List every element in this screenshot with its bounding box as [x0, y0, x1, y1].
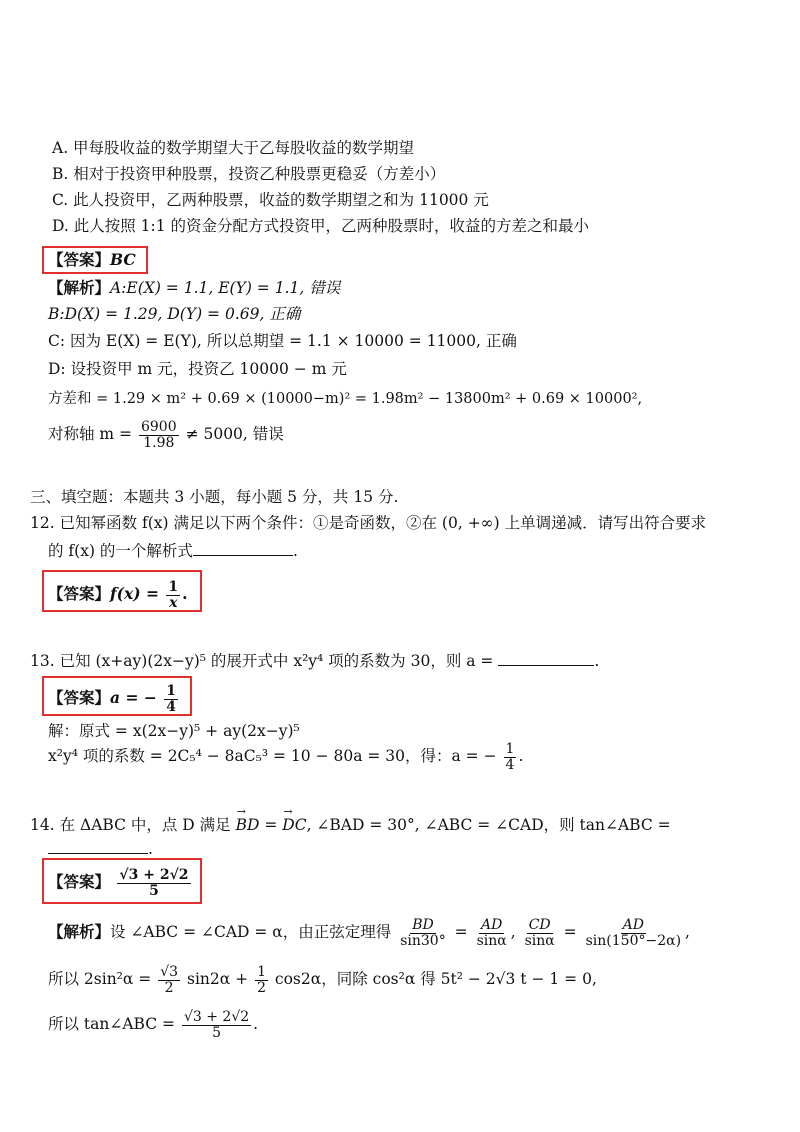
ana2-f1-den: 2	[164, 979, 174, 996]
analysis-q11-b: B:D(X) = 1.29, D(Y) = 0.69, 正确	[48, 305, 301, 323]
q13-sol1: 解：原式 = x(2x−y)⁵ + ay(2x−y)⁵	[48, 722, 300, 740]
ana3-den: 5	[212, 1024, 222, 1041]
q14-f1	[398, 918, 448, 948]
q14-f4	[584, 918, 683, 948]
axis-num: 6900	[140, 419, 177, 435]
f2-den: sinα	[476, 932, 507, 949]
eq-sign-1: =	[454, 923, 468, 942]
q12-line2-end: .	[292, 542, 298, 560]
q14-blank	[48, 839, 148, 854]
answer-label: 【答案】	[48, 250, 111, 269]
q13-sol2-num: 1	[505, 741, 515, 757]
q13-sol2-fraction	[504, 742, 517, 772]
ana2-f1	[158, 965, 180, 995]
option-c: C. 此人投资甲，乙两种股票，收益的数学期望之和为 11000 元	[52, 191, 489, 209]
ana2-f2-num: 1	[257, 964, 266, 980]
answer-q12	[48, 580, 188, 610]
ana3-fraction	[182, 1010, 251, 1040]
f3-num: CD	[528, 917, 551, 933]
answer-q11	[48, 249, 136, 271]
answer-label: 【答案】	[48, 872, 111, 892]
analysis-q11-axis	[48, 420, 284, 450]
f3-den: sinα	[524, 932, 555, 949]
answer-prefix: f(x) =	[110, 584, 159, 604]
axis-suffix: ≠ 5000, 错误	[185, 425, 284, 444]
analysis-label: 【解析】	[48, 278, 111, 297]
q13-sol2-text: x²y⁴ 项的系数 = 2C₅⁴ − 8aC₅³ = 10 − 80a = 30，得：a = −	[48, 747, 497, 766]
axis-prefix: 对称轴 m =	[48, 425, 133, 444]
answer-end: .	[182, 584, 188, 604]
analysis-label: 【解析】	[48, 922, 111, 942]
vector-bd: → BD	[236, 814, 260, 836]
answer-num: √3 + 2√2	[119, 867, 189, 883]
analysis-q11-c: C: 因为 E(X) = E(Y), 所以总期望 = 1.1 × 10000 = 11000, 正确	[48, 332, 517, 350]
ana2-prefix: 所以 2sin²α =	[48, 970, 152, 989]
ana2-suffix: cos2α，同除 cos²α 得 5t² − 2√3 t − 1 = 0,	[274, 970, 597, 989]
answer-label: 【答案】	[48, 688, 111, 708]
answer-value: BC	[110, 250, 136, 269]
answer-label: 【答案】	[48, 584, 111, 604]
ana3-end: .	[253, 1015, 259, 1034]
answer-num: 1	[166, 683, 176, 699]
answer-num: 1	[168, 579, 179, 595]
q14-ana1-text: 设 ∠ABC = ∠CAD = α，由正弦定理得	[110, 923, 392, 942]
f4-den: sin(150°−2α)	[585, 932, 682, 949]
ana2-f2	[255, 965, 268, 995]
answer-fraction	[117, 868, 190, 898]
eq-sign-2: =	[563, 923, 577, 942]
ana2-f2-den: 2	[257, 979, 266, 996]
q13-line1-end: .	[594, 652, 600, 670]
q14-line2-end: .	[148, 840, 153, 858]
q14-analysis-1: 【解析】设 ∠ABC = ∠CAD = α，由正弦定理得 $\frac{BD}{\sin 30^\circ}$ = $\frac{AD}{\sin\alpha}$ , $\frac{CD}{\sin\alpha}$ = $\frac{AD}{\sin(150^\circ-2\alpha)}$ ,	[48, 917, 690, 949]
q14-f2	[475, 918, 509, 948]
q12-blank	[193, 541, 293, 556]
analysis-a: A:E(X) = 1.1, E(Y) = 1.1, 错误	[110, 279, 341, 297]
answer-den: x	[169, 594, 178, 611]
q13-blank	[498, 651, 594, 666]
q14-line2	[48, 838, 153, 860]
ana3-prefix: 所以 tan∠ABC =	[48, 1015, 176, 1034]
answer-q14	[48, 868, 193, 898]
option-b: B. 相对于投资甲种股票，投资乙种股票更稳妥（方差小）	[52, 165, 446, 183]
q13-line1	[30, 650, 599, 672]
analysis-q11-variance: 方差和 = 1.29 × m² + 0.69 × (10000−m)² = 1.98m² − 13800m² + 0.69 × 10000²,	[48, 391, 643, 407]
q12-line2	[48, 540, 298, 562]
ana2-f1-num: √3	[160, 964, 179, 980]
q13-sol2	[48, 742, 523, 772]
q13-sol2-end: .	[518, 747, 524, 766]
q14-analysis-2	[48, 965, 597, 995]
answer-fraction	[164, 684, 178, 714]
answer-fraction	[166, 580, 180, 610]
q13-text: 13. 已知 (x+ay)(2x−y)⁵ 的展开式中 x²y⁴ 项的系数为 30，则 a =	[30, 652, 494, 670]
ana3-num: √3 + 2√2	[183, 1009, 250, 1025]
q12-line2-text: 的 f(x) 的一个解析式	[48, 542, 193, 560]
f4-num: AD	[622, 917, 644, 933]
q14-line1	[30, 814, 671, 836]
q14-f3	[523, 918, 557, 948]
q14-eq: =	[264, 816, 278, 834]
answer-den: 5	[149, 882, 159, 899]
q14-analysis-3	[48, 1010, 258, 1040]
answer-q13	[48, 684, 180, 714]
ana2-mid: sin2α +	[186, 970, 249, 989]
q14-text-a: 14. 在 ΔABC 中，点 D 满足	[30, 816, 231, 834]
axis-den: 1.98	[143, 434, 175, 451]
analysis-q11-a	[48, 277, 340, 299]
analysis-q11-d: D: 设投资甲 m 元，投资乙 10000 − m 元	[48, 360, 347, 378]
f1-den: sin30°	[400, 932, 446, 949]
axis-fraction	[139, 420, 179, 450]
answer-prefix: a = −	[110, 688, 157, 708]
section-title: 三、填空题：本题共 3 小题，每小题 5 分，共 15 分.	[30, 488, 399, 506]
q12-line1: 12. 已知幂函数 f(x) 满足以下两个条件：①是奇函数，②在 (0, +∞) 上单调递减．请写出符合要求	[30, 514, 707, 532]
f2-num: AD	[480, 917, 503, 933]
q13-sol2-den: 4	[505, 756, 515, 773]
option-a: A. 甲每股收益的数学期望大于乙每股收益的数学期望	[52, 139, 415, 157]
f1-num: BD	[412, 917, 434, 933]
option-d: D. 此人按照 1:1 的资金分配方式投资甲，乙两种股票时，收益的方差之和最小	[52, 217, 590, 235]
vector-dc: → DC	[282, 814, 306, 836]
q14-text-b: , ∠BAD = 30°, ∠ABC = ∠CAD，则 tan∠ABC =	[306, 816, 671, 834]
answer-den: 4	[166, 698, 176, 715]
